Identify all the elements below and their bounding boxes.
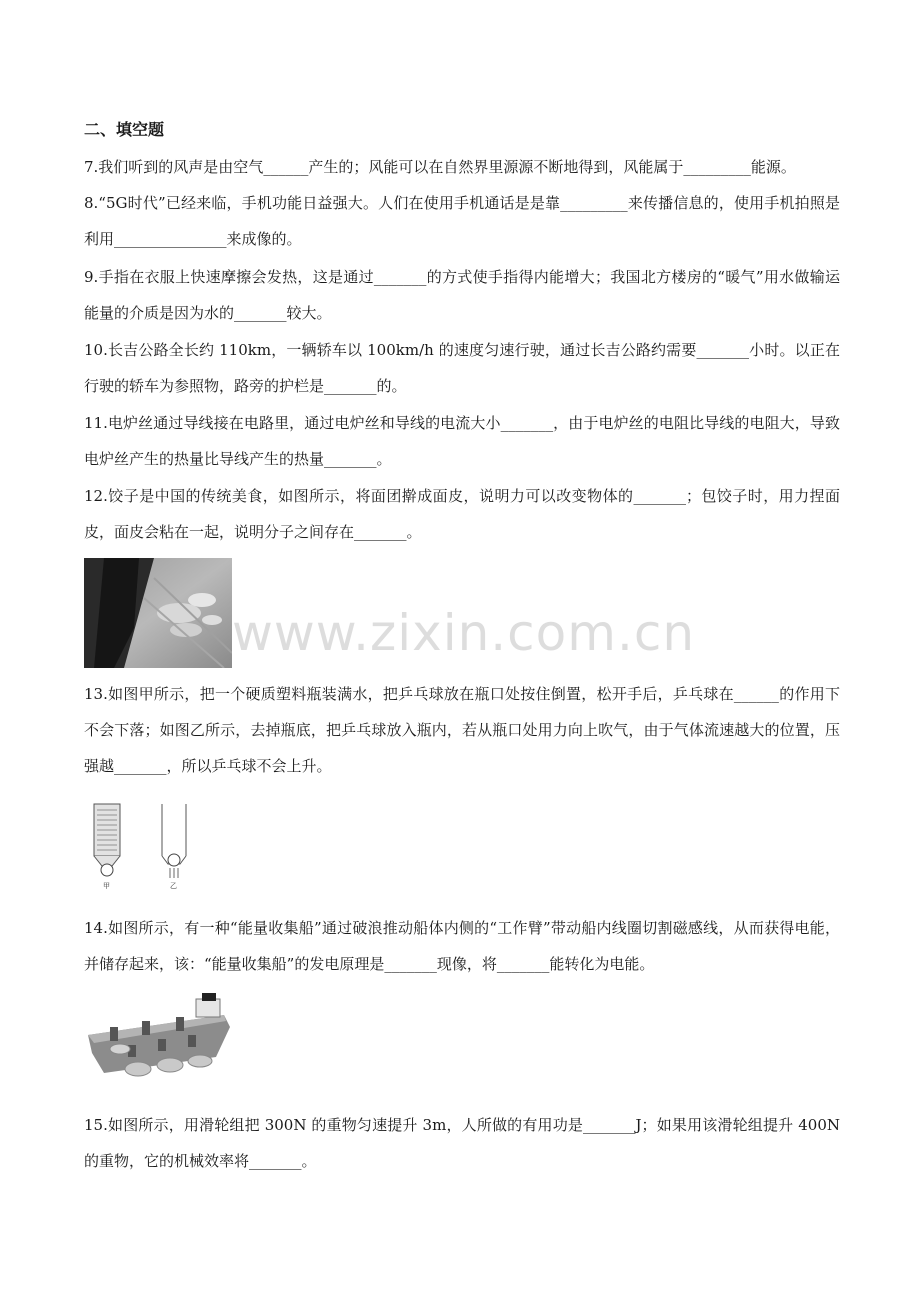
question-9: 9.手指在衣服上快速摩擦会发热，这是通过_______的方式使手指得内能增大；我国北方楼房的“暖气”用水做输运能量的介质是因为水的_______较大。 <box>84 268 840 322</box>
question-7: 7.我们听到的风声是由空气______产生的；风能可以在自然界里源源不断地得到，风能属于_________能源。 <box>84 158 796 176</box>
bottle-pingpong-figure <box>84 800 194 892</box>
bottle-b-label: 乙 <box>170 882 177 890</box>
question-8: 8.“5G时代”已经来临，手机功能日益强大。人们在使用手机通话是是靠_________来传播信息的，使用手机拍照是利用_______________来成像的。 <box>84 194 840 248</box>
question-13: 13.如图甲所示，把一个硬质塑料瓶装满水，把乒乓球放在瓶口处按住倒置，松开手后，乒乓球在______的作用下不会下落；如图乙所示，去掉瓶底，把乒乓球放入瓶内，若从瓶口处用力向上吹气，由于气体流速越大的位置，压强越_______，所以乒乓球不会上升。 <box>84 685 840 775</box>
question-15: 15.如图所示，用滑轮组把 300N 的重物匀速提升 3m，人所做的有用功是_______J；如果用该滑轮组提升 400N 的重物，它的机械效率将_______。 <box>84 1116 840 1170</box>
watermark: www.zixin.com.cn <box>232 604 696 662</box>
bottle-a-label: 甲 <box>103 882 110 890</box>
question-11: 11.电炉丝通过导线接在电路里，通过电炉丝和导线的电流大小_______，由于电炉丝的电阻比导线的电阻大，导致电炉丝产生的热量比导线产生的热量_______。 <box>84 414 840 468</box>
question-14: 14.如图所示，有一种“能量收集船”通过破浪推动船体内侧的“工作臂”带动船内线圈切割磁感线，从而获得电能，并储存起来，该：“能量收集船”的发电原理是_______现像，将_______能转化为电能。 <box>84 919 840 973</box>
section-heading: 二、填空题 <box>84 120 165 139</box>
question-12: 12.饺子是中国的传统美食，如图所示，将面团擀成面皮，说明力可以改变物体的_______；包饺子时，用力捏面皮，面皮会粘在一起，说明分子之间存在_______。 <box>84 487 840 541</box>
dumpling-dough-photo <box>84 558 232 668</box>
energy-boat-figure <box>84 987 232 1087</box>
question-10: 10.长吉公路全长约 110km，一辆轿车以 100km/h 的速度匀速行驶，通过长吉公路约需要_______小时。以正在行驶的轿车为参照物，路旁的护栏是_______的。 <box>84 341 840 395</box>
